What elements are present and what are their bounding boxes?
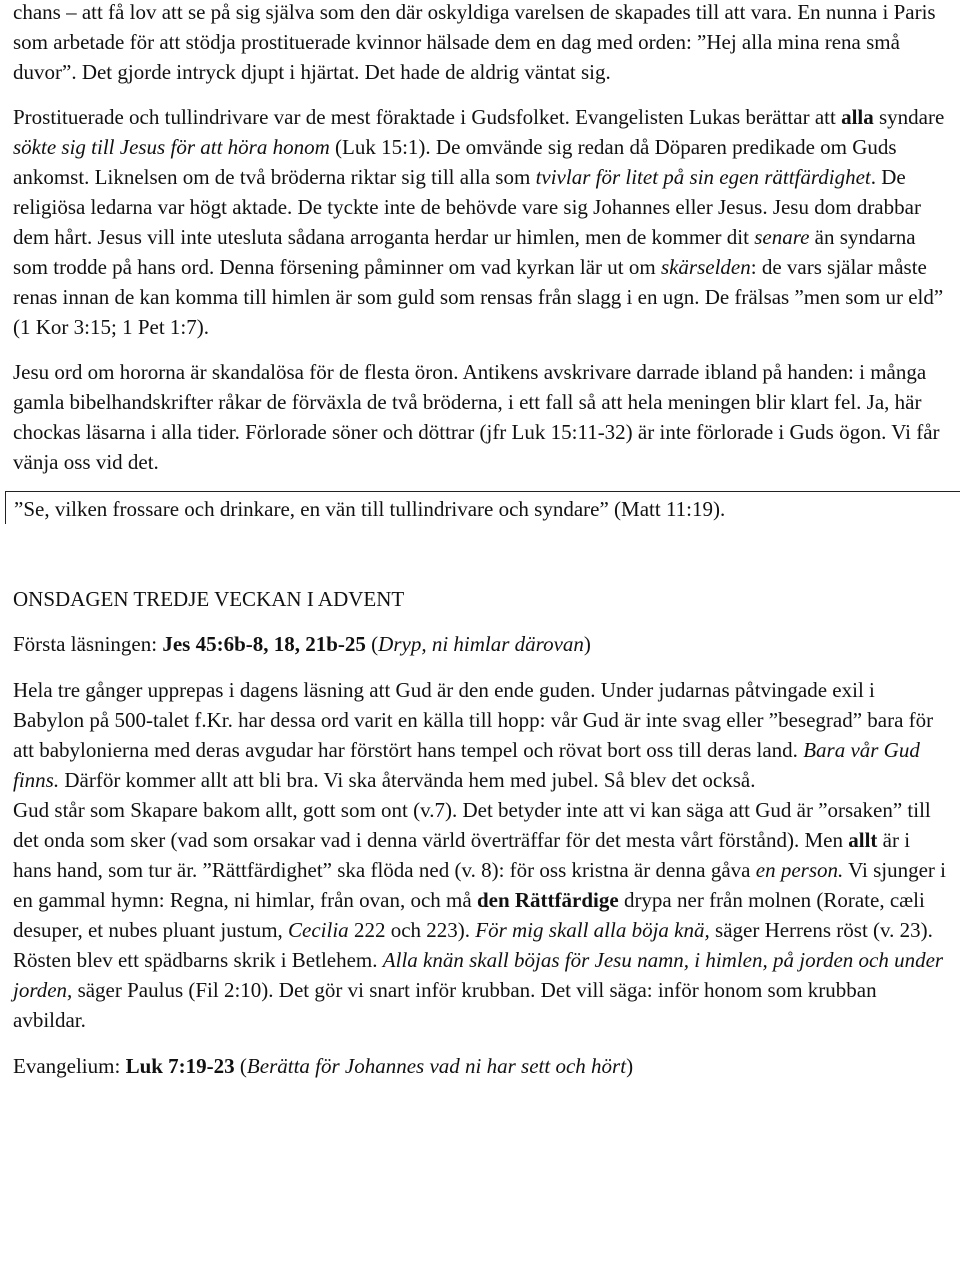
paragraph-5 bbox=[13, 795, 951, 1035]
paragraph-2 bbox=[13, 102, 951, 342]
first-reading-label: Första läsningen: bbox=[13, 632, 163, 656]
paren-open: ( bbox=[234, 1054, 247, 1078]
paragraph-text: 222 och 223). bbox=[348, 918, 476, 942]
first-reading-reference: Jes 45:6b-8, 18, 21b-25 bbox=[162, 632, 366, 656]
italic-text: sökte sig till Jesus för att höra honom bbox=[13, 135, 330, 159]
paragraph-text: drypa ner från molnen (Rorate, cæli desuper, et nubes pluant justum, bbox=[13, 888, 925, 942]
gospel-reference: Luk 7:19-23 bbox=[125, 1054, 235, 1078]
first-reading-title: Dryp, ni himlar därovan bbox=[378, 632, 584, 656]
paragraph-text: syndare bbox=[873, 105, 945, 129]
document-page bbox=[13, 0, 951, 1081]
first-reading-line bbox=[13, 629, 951, 659]
gospel-label: Evangelium: bbox=[13, 1054, 126, 1078]
bold-text: alla bbox=[841, 105, 874, 129]
gospel-line bbox=[13, 1051, 951, 1081]
paren-close: ) bbox=[583, 632, 591, 656]
bible-quote: ”Se, vilken frossare och drinkare, en vän till tullindrivare och syndare” (Matt 11:19). bbox=[14, 497, 726, 521]
paragraph-4 bbox=[13, 675, 951, 795]
paragraph-text: säger Herrens röst (v. 23). Rösten blev ett spädbarns skrik i Betlehem. bbox=[13, 918, 933, 972]
paragraph-text: Prostituerade och tullindrivare var de mest föraktade i Gudsfolket. Evangelisten Lukas berättar att bbox=[13, 105, 842, 129]
paren-close: ) bbox=[626, 1054, 634, 1078]
paragraph-text: Hela tre gånger upprepas i dagens läsning att Gud är den ende guden. Under judarnas påtvingade exil i Babylon på 500-talet f.Kr. har dessa ord varit en källa till hopp: vår Gud är inte svag eller ”besegrad” bara för att babylonierna med deras avgudar har förstört hans tempel och rövat bort oss till deras land. bbox=[13, 678, 934, 762]
gospel-title: Berätta för Johannes vad ni har sett och hört bbox=[246, 1054, 627, 1078]
italic-text: en person. bbox=[755, 858, 844, 882]
paragraph-text: : de vars själar måste renas innan de kan komma till himlen är som guld som rensas från slagg i en ugn. De frälsas ”men som ur eld” (1 Kor 3:15; 1 Pet 1:7). bbox=[13, 255, 944, 339]
paragraph-text: chans – att få lov att se på sig själva som den där oskyldiga varelsen de skapades till att vara. En nunna i Paris som arbetade för att stödja prostituerade kvinnor hälsade dem en dag med orden: ”Hej alla mina rena små duvor”. Det gjorde intryck djupt i hjärtat. Det hade de aldrig väntat sig. bbox=[13, 0, 936, 84]
section-heading: ONSDAGEN TREDJE VECKAN I ADVENT bbox=[13, 587, 405, 611]
italic-text: För mig skall alla böja knä, bbox=[475, 918, 710, 942]
italic-text: Alla knän skall böjas för Jesu namn, i himlen, på jorden och under jorden, bbox=[13, 948, 944, 1002]
paragraph-text: Jesu ord om hororna är skandalösa för de flesta öron. Antikens avskrivare darrade ibland på handen: i många gamla bibelhandskrifter råkar de förväxla de två bröderna, i ett fall så att hela meningen blir klart fel. Ja, här chockas läsarna i alla tider. Förlorade söner och döttrar (jfr Luk 15:11-32) är inte förlorade i Guds ögon. Vi får vänja oss vid det. bbox=[13, 360, 940, 474]
paragraph-text: Därför kommer allt att bli bra. Vi ska återvända hem med jubel. Så blev det också. bbox=[59, 768, 756, 792]
bible-quote-box bbox=[5, 491, 960, 524]
italic-text: Bara vår Gud finns. bbox=[13, 738, 920, 792]
italic-text: Cecilia bbox=[288, 918, 349, 942]
paragraph-text: är i hans hand, som tur är. ”Rättfärdighet” ska flöda ned (v. 8): för oss kristna är denna gåva bbox=[13, 828, 911, 882]
italic-text: skärselden bbox=[660, 255, 751, 279]
paragraph-text: Gud står som Skapare bakom allt, gott som ont (v.7). Det betyder inte att vi kan säga att Gud är ”orsaken” till det onda som sker (vad som orsakar vad i denna värld överträffar för det mesta vårt förstånd). Men bbox=[13, 798, 931, 852]
italic-text: tvivlar för litet på sin egen rättfärdighet bbox=[535, 165, 871, 189]
paragraph-text: säger Paulus (Fil 2:10). Det gör vi snart inför krubban. Det vill säga: inför honom som krubban avbildar. bbox=[13, 978, 877, 1032]
paragraph-3 bbox=[13, 357, 951, 477]
paren-open: ( bbox=[365, 632, 379, 656]
paragraph-1 bbox=[13, 0, 951, 87]
italic-text: senare bbox=[754, 225, 810, 249]
paragraph-text: Vi sjunger i en gammal hymn: Regna, ni himlar, från ovan, och må bbox=[13, 858, 947, 912]
bold-text: den Rättfärdige bbox=[476, 888, 619, 912]
paragraph-text: än syndarna som trodde på hans ord. Denna försening påminner om vad kyrkan lär ut om bbox=[13, 225, 916, 279]
bold-text: allt bbox=[848, 828, 878, 852]
paragraph-text: (Luk 15:1). De omvände sig redan då Döparen predikade om Guds ankomst. Liknelsen om de två bröderna riktar sig till alla som bbox=[13, 135, 897, 189]
paragraph-text: . De religiösa ledarna var högt aktade. De tyckte inte de behövde vare sig Johannes eller Jesus. Jesu dom drabbar dem hårt. Jesus vill inte utesluta sådana arroganta herdar ur himlen, men de kommer dit bbox=[13, 165, 921, 249]
